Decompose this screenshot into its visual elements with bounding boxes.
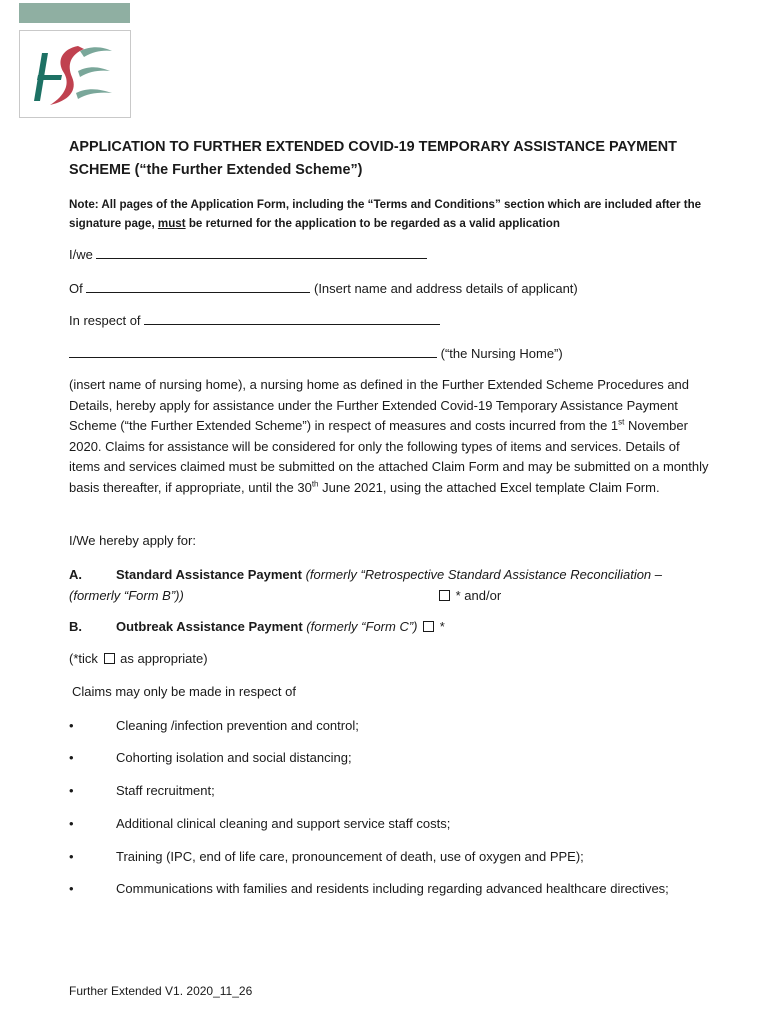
- option-b: [69, 618, 445, 636]
- nursing-home-input-line[interactable]: [69, 344, 437, 358]
- respect-input-line[interactable]: [144, 311, 440, 325]
- body-text-2: November 2020. Claims for assistance will be considered for only the following types of items and services. Details of items and services claimed must be submitted on the attached Claim Form and may be submitted on a monthly basis thereafter, if appropriate, until the 30: [69, 418, 709, 495]
- list-item-text: Cohorting isolation and social distancing;: [116, 750, 352, 765]
- note-emphasis: must: [157, 217, 186, 230]
- option-b-title: Outbreak Assistance Payment: [116, 619, 303, 634]
- form-note: [69, 195, 709, 233]
- of-hint: (Insert name and address details of applicant): [313, 281, 578, 296]
- list-item: [69, 814, 709, 834]
- form-title: APPLICATION TO FURTHER EXTENDED COVID-19 TEMPORARY ASSISTANCE PAYMENT SCHEME (“the Further Extended Scheme”): [69, 139, 677, 178]
- bullet-icon: •: [69, 750, 74, 765]
- bullet-icon: •: [69, 816, 74, 831]
- option-b-formerly: (formerly “Form C”): [306, 619, 418, 634]
- nursing-home-row: [69, 344, 563, 363]
- body-paragraph: [69, 375, 709, 498]
- list-item: [69, 716, 709, 736]
- applicant-input-line[interactable]: [86, 279, 310, 293]
- list-item: [69, 781, 709, 801]
- list-item: [69, 847, 709, 867]
- option-a-suffix: * and/or: [455, 588, 502, 603]
- list-item: [69, 748, 709, 768]
- option-a: [69, 564, 709, 606]
- claims-intro: Claims may only be made in respect of: [72, 684, 296, 699]
- body-sup-1: st: [618, 417, 625, 427]
- option-b-suffix: *: [439, 619, 445, 634]
- tick-note-before: (*tick: [69, 651, 98, 666]
- bullet-icon: •: [69, 718, 74, 733]
- list-item: [69, 879, 709, 919]
- hse-logo-icon: [20, 31, 130, 117]
- bullet-icon: •: [69, 849, 74, 864]
- respect-label: In respect of: [69, 313, 141, 328]
- list-item-text: Staff recruitment;: [116, 783, 215, 798]
- list-item-text: Communications with families and residents including regarding advanced healthcare directives;: [116, 881, 669, 896]
- nursing-home-hint: (“the Nursing Home”): [440, 346, 563, 361]
- option-a-formerly: (formerly “Retrospective Standard Assistance Reconciliation –: [305, 567, 663, 582]
- footer-version: Further Extended V1. 2020_11_26: [69, 984, 253, 998]
- bullet-icon: •: [69, 783, 74, 798]
- body-text-3: June 2021, using the attached Excel template Claim Form.: [318, 479, 660, 495]
- option-b-checkbox[interactable]: [423, 621, 434, 632]
- list-item-text: Additional clinical cleaning and support service staff costs;: [116, 816, 451, 831]
- of-label: Of: [69, 281, 83, 296]
- list-item-text: Cleaning /infection prevention and control;: [116, 718, 359, 733]
- header-band: [19, 3, 130, 23]
- note-text-after: be returned for the application to be regarded as a valid application: [185, 217, 560, 230]
- tick-example-checkbox: [104, 653, 115, 664]
- iwe-input-line[interactable]: [96, 245, 427, 259]
- body-sup-2: th: [311, 479, 319, 489]
- option-b-letter: B.: [69, 619, 82, 634]
- option-a-letter: A.: [69, 567, 82, 582]
- bullet-icon: •: [69, 881, 74, 896]
- option-a-checkbox[interactable]: [439, 590, 450, 601]
- note-text-before: Note: All pages of the Application Form, including the “Terms and Conditions” section which are included after the signature page,: [69, 198, 702, 230]
- apply-for: I/We hereby apply for:: [69, 533, 196, 548]
- respect-row: [69, 311, 440, 330]
- tick-note: [69, 650, 208, 668]
- option-a-title: Standard Assistance Payment: [116, 567, 302, 582]
- of-row: [69, 279, 578, 298]
- option-a-formerly-2: (formerly “Form B”)): [69, 588, 184, 603]
- iwe-row: [69, 245, 427, 264]
- hse-logo: [19, 30, 131, 118]
- body-text-1: (insert name of nursing home), a nursing home as defined in the Further Extended Scheme Procedures and Details, hereby apply for assistance under the Further Extended Covid-19 Temporary Assistance Payment Scheme (“the Further Extended Scheme”) in respect of measures and costs incurred from the 1: [69, 377, 690, 433]
- iwe-label: I/we: [69, 247, 93, 262]
- tick-note-after: as appropriate): [120, 651, 208, 666]
- list-item-text: Training (IPC, end of life care, pronouncement of death, use of oxygen and PPE);: [116, 849, 584, 864]
